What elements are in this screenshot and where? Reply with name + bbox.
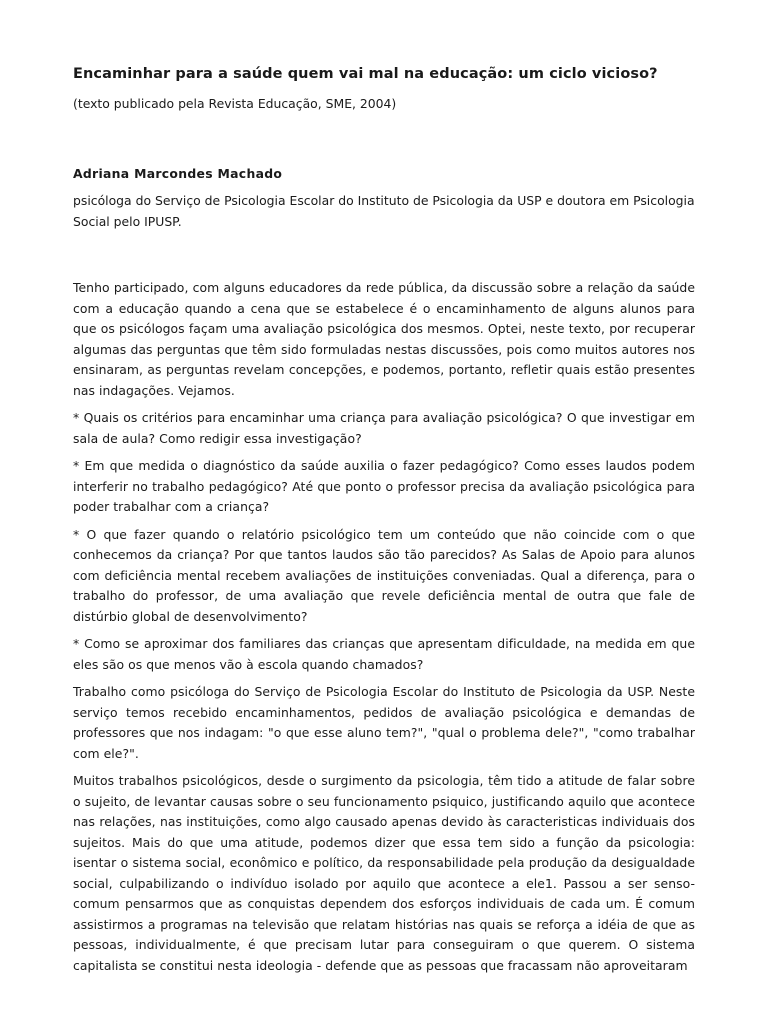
document-body xyxy=(73,278,695,976)
document-title: Encaminhar para a saúde quem vai mal na educação: um ciclo vicioso? xyxy=(73,66,658,82)
author-affiliation: psicóloga do Serviço de Psicologia Escolar do Instituto de Psicologia da USP e doutora em Psicologia Social pelo IPUSP. xyxy=(73,193,695,229)
document-subtitle: (texto publicado pela Revista Educação, SME, 2004) xyxy=(73,96,397,111)
paragraph-question-4: * Como se aproximar dos familiares das crianças que apresentam dificuldade, na medida em que eles são os que menos vão à escola quando chamados? xyxy=(73,636,695,672)
paragraph-question-1: * Quais os critérios para encaminhar uma criança para avaliação psicológica? O que investigar em sala de aula? Como redigir essa investigação? xyxy=(73,410,695,446)
paragraph-psychology-critique: Muitos trabalhos psicológicos, desde o surgimento da psicologia, têm tido a atitude de falar sobre o sujeito, de levantar causas sobre o seu funcionamento psiquico, justificando aquilo que acontece nas relações, nas instituições, como algo causado apenas devido às caracteristicas individuais dos sujeitos. Mais do que uma atitude, podemos dizer que essa tem sido a função da psicologia: isentar o sistema social, econômico e político, da responsabilidade pela produção da desigualdade social, culpabilizando o indivíduo isolado por aquilo que acontece a ele1. Passou a ser senso-comum pensarmos que as conquistas dependem dos esforços individuais de cada um. É comum assistirmos a programas na televisão que relatam histórias nas quais se reforça a idéia de que as pessoas, individualmente, é que precisam lutar para conseguiram o que querem. O sistema capitalista se constitui nesta ideologia - defende que as pessoas que fracassam não aproveitaram xyxy=(73,773,695,973)
paragraph-intro: Tenho participado, com alguns educadores da rede pública, da discussão sobre a relação da saúde com a educação quando a cena que se estabelece é o encaminhamento de alguns alunos para que os psicólogos façam uma avaliação psicológica dos mesmos. Optei, neste texto, por recuperar algumas das perguntas que têm sido formuladas nestas discussões, pois como muitos autores nos ensinaram, as perguntas revelam concepções, e podemos, portanto, refletir quais estão presentes nas indagações. Vejamos. xyxy=(73,280,695,398)
author-name: Adriana Marcondes Machado xyxy=(73,166,283,181)
paragraph-question-3: * O que fazer quando o relatório psicológico tem um conteúdo que não coincide com o que conhecemos da criança? Por que tantos laudos são tão parecidos? As Salas de Apoio para alunos com deficiência mental recebem avaliações de instituições conveniadas. Qual a diferença, para o trabalho do professor, de uma avaliação que revele deficiência mental de outra que fale de distúrbio global de desenvolvimento? xyxy=(73,526,695,624)
paragraph-question-2: * Em que medida o diagnóstico da saúde auxilia o fazer pedagógico? Como esses laudos podem interferir no trabalho pedagógico? Até que ponto o professor precisa da avaliação psicológica para poder trabalhar com a criança? xyxy=(73,458,695,514)
paragraph-work-context: Trabalho como psicóloga do Serviço de Psicologia Escolar do Instituto de Psicologia da USP. Neste serviço temos recebido encaminhamentos, pedidos de avaliação psicológica e demandas de professores que nos indagam: "o que esse aluno tem?", "qual o problema dele?", "como trabalhar com ele?". xyxy=(73,684,695,761)
document-page xyxy=(73,64,695,983)
